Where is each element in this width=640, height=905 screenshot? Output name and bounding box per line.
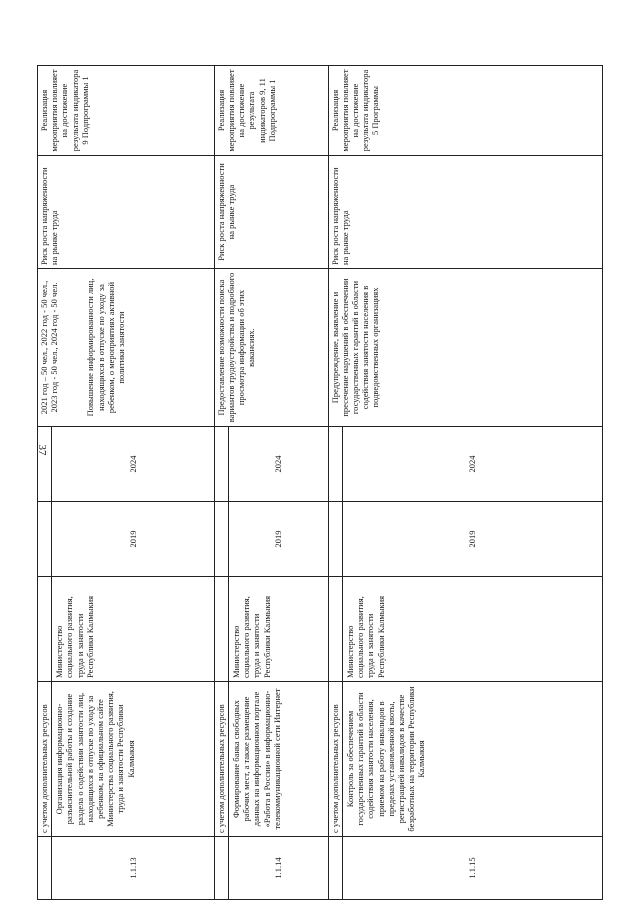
table-cell	[214, 577, 228, 682]
result-cell: Предупреждение, выявление и пресечение нарушений в обеспечении государственных гарантий в области содействия занятости населения в подведомственных организациях	[328, 269, 602, 427]
table-cell	[214, 502, 228, 577]
event-cell: Организация информационно-разъяснительной работы и создание раздела о содействии занятости лиц, находящихся в отпуске по уходу за ребенком, на официальном сайте Министерства социального развития, труда и занятости Республики Калмыкия	[52, 682, 214, 837]
resources-note: с учетом дополнительных ресурсов	[328, 682, 342, 837]
table-cell	[38, 427, 52, 502]
table-row	[214, 66, 228, 900]
risk-cell: Риск роста напряженности на рынке труда	[328, 156, 602, 269]
page-number: 37	[36, 444, 48, 456]
result-subtext: Повышение информированности лиц, находящихся в отпуске по уходу за ребенком, о мероприятиях активной политики занятости	[85, 278, 126, 417]
link-cell: Реализация мероприятия повлияет на достижение результата индикатора 5 Программы	[328, 66, 602, 156]
event-cell: Формирование банка свободных рабочих мест, а также размещение данных на информационном портале «Работа в России» в информационно-телекоммуникационной сети Интернет	[229, 682, 329, 837]
rotated-table-wrapper	[37, 66, 603, 900]
table-cell	[328, 502, 342, 577]
link-cell: Реализация мероприятия повлияет на достижение результата индикатора 9 Подпрограммы 1	[38, 66, 215, 156]
resources-note: с учетом дополнительных ресурсов	[214, 682, 228, 837]
resources-note: с учетом дополнительных ресурсов	[38, 682, 52, 837]
end-year: 2024	[342, 427, 602, 502]
table-cell	[214, 427, 228, 502]
start-year: 2019	[342, 502, 602, 577]
result-cell: Предоставление возможности поиска вариантов трудоустройства и подробного просмотра информации об этих вакансиях.	[214, 269, 328, 427]
table-cell	[38, 577, 52, 682]
result-cell	[38, 269, 215, 427]
event-cell: Контроль за обеспечением государственных гарантий в области содействия занятости населения, приемом на работу инвалидов в пределах установленной квоты, регистрацией инвалидов в качестве безработных на территории Республики Калмыкия	[342, 682, 602, 837]
table-cell	[38, 502, 52, 577]
row-number: 1.1.13	[52, 837, 214, 900]
row-number: 1.1.15	[342, 837, 602, 900]
row-number: 1.1.14	[229, 837, 329, 900]
table-cell	[328, 577, 342, 682]
table-row	[38, 66, 52, 900]
program-measures-table	[37, 65, 603, 900]
link-cell: Реализация мероприятия повлияет на достижение результата индикаторов 9, 11 Подпрограммы 1	[214, 66, 328, 156]
executor-cell: Министерство социального развития, труда и занятости Республики Калмыкия	[342, 577, 602, 682]
end-year: 2024	[52, 427, 214, 502]
table-cell	[214, 837, 228, 900]
result-text: 2021 год – 50 чел., 2022 год - 50 чел., 2023 год - 50 чел., 2024 год - 50 чел.	[39, 280, 60, 415]
start-year: 2019	[229, 502, 329, 577]
table-row	[328, 66, 342, 900]
risk-cell: Риск роста напряженности на рынке труда	[214, 156, 328, 269]
executor-cell: Министерство социального развития, труда и занятости Республики Калмыкия	[229, 577, 329, 682]
risk-cell: Риск роста напряженности на рынке труда	[38, 156, 215, 269]
start-year: 2019	[52, 502, 214, 577]
table-cell	[328, 427, 342, 502]
table-cell	[328, 837, 342, 900]
end-year: 2024	[229, 427, 329, 502]
table-cell	[38, 837, 52, 900]
executor-cell: Министерство социального развития, труда и занятости Республики Калмыкия	[52, 577, 214, 682]
